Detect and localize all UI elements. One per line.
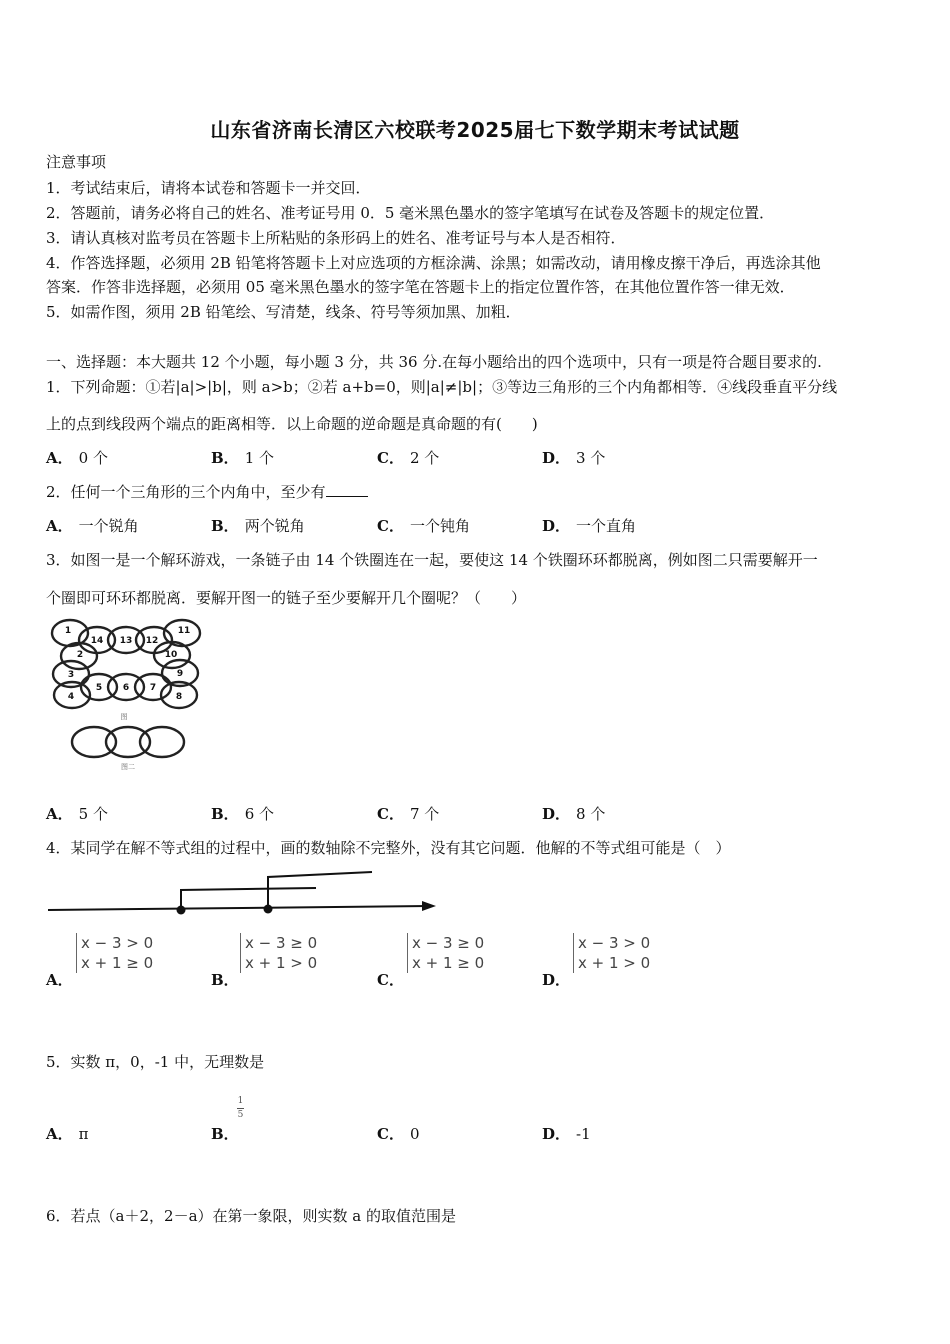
option-text: 0 个 xyxy=(78,449,108,467)
q3-option-c[interactable] xyxy=(377,804,439,824)
option-label: A． xyxy=(46,1125,73,1143)
q2-option-c[interactable] xyxy=(377,516,470,536)
inequality: x + 1 > 0 xyxy=(245,954,318,972)
option-text: 0 xyxy=(409,1125,420,1143)
option-label: A． xyxy=(46,971,73,989)
option-text: π xyxy=(78,1125,89,1143)
option-label: A． xyxy=(46,449,73,467)
inequality-system-b xyxy=(240,933,317,973)
ring-number: 8 xyxy=(175,692,183,702)
option-label: D． xyxy=(542,971,571,989)
option-label: D． xyxy=(542,517,571,535)
ring-number: 2 xyxy=(76,650,84,660)
q3-option-d[interactable] xyxy=(542,804,605,824)
answer-blank[interactable] xyxy=(326,482,368,497)
option-label: C． xyxy=(377,449,404,467)
option-label: B． xyxy=(211,517,239,535)
inequality-system-d xyxy=(573,933,650,973)
option-label: D． xyxy=(542,1125,571,1143)
q2-option-a[interactable] xyxy=(46,516,139,536)
note-item: 1．考试结束后，请将本试卷和答题卡一并交回． xyxy=(46,179,371,197)
q4-option-a[interactable] xyxy=(46,970,79,990)
ring-number: 4 xyxy=(67,692,75,702)
ring-number: 6 xyxy=(122,683,130,693)
option-text: 7 个 xyxy=(409,805,440,823)
ring-number: 13 xyxy=(119,636,133,646)
ring-number: 12 xyxy=(145,636,159,646)
option-label: B． xyxy=(211,1125,239,1143)
ring-number: 11 xyxy=(177,626,191,636)
figure-1-caption: 图 xyxy=(120,713,128,721)
ring-number: 10 xyxy=(164,650,178,660)
option-label: D． xyxy=(542,449,571,467)
inequality-system-c xyxy=(407,933,484,973)
inequality: x + 1 > 0 xyxy=(578,954,651,972)
fraction-denominator: 5 xyxy=(237,1110,244,1120)
question-1-text: 1．下列命题：①若|a|>|b|，则 a>b；②若 a+b=0，则|a|≠|b|；③等边三角形的三个内角都相等．④线段垂直平分线 xyxy=(46,378,838,396)
q4-option-b[interactable] xyxy=(211,970,245,990)
inequality-system-a xyxy=(76,933,153,973)
section-heading: 一、选择题：本大题共 12 个小题，每小题 3 分，共 36 分.在每小题给出的四个选项中，只有一项是符合题目要求的. xyxy=(46,353,822,371)
option-text: 一个锐角 xyxy=(78,517,139,535)
option-label: C． xyxy=(377,517,404,535)
option-text: 一个直角 xyxy=(576,517,637,535)
inequality: x − 3 ≥ 0 xyxy=(412,934,485,952)
q5-option-b[interactable] xyxy=(211,1124,245,1144)
q1-option-a[interactable] xyxy=(46,448,108,468)
note-item: 4．作答选择题，必须用 2B 铅笔将答题卡上对应选项的方框涂满、涂黑；如需改动，请用橡皮擦干净后，再选涂其他 xyxy=(46,254,821,272)
number-line-figure xyxy=(44,866,444,922)
inequality: x + 1 ≥ 0 xyxy=(412,954,485,972)
note-item: 答案．作答非选择题，必须用 05 毫米黑色墨水的签字笔在答题卡上的指定位置作答，在其他位置作答一律无效． xyxy=(46,278,795,296)
option-label: C． xyxy=(377,805,404,823)
option-label: B． xyxy=(211,449,239,467)
option-label: A． xyxy=(46,805,73,823)
page-title: 山东省济南长清区六校联考2025届七下数学期末考试试题 xyxy=(210,118,740,142)
note-item: 5．如需作图，须用 2B 铅笔绘、写清楚，线条、符号等须加黑、加粗． xyxy=(46,303,521,321)
note-item: 2．答题前，请务必将自己的姓名、准考证号用 0．5 毫米黑色墨水的签字笔填写在试卷及答题卡的规定位置． xyxy=(46,204,775,222)
q4-option-d[interactable] xyxy=(542,970,576,990)
option-label: C． xyxy=(377,971,404,989)
q2-option-d[interactable] xyxy=(542,516,636,536)
inequality: x − 3 > 0 xyxy=(578,934,651,952)
option-text: 一个钝角 xyxy=(409,517,470,535)
option-text: 3 个 xyxy=(576,449,606,467)
question-3-text-cont: 个圈即可环环都脱离．要解开图一的链子至少要解开几个圈呢？（ ） xyxy=(46,589,527,607)
question-2-prompt: 2．任何一个三角形的三个内角中，至少有 xyxy=(46,483,326,501)
note-item: 3．请认真核对监考员在答题卡上所粘贴的条形码上的姓名、准考证号与本人是否相符． xyxy=(46,229,626,247)
q2-option-b[interactable] xyxy=(211,516,305,536)
q4-option-c[interactable] xyxy=(377,970,410,990)
ring-number: 1 xyxy=(64,626,72,636)
option-text: 6 个 xyxy=(244,805,274,823)
fraction-numerator: 1 xyxy=(237,1096,244,1106)
q1-option-b[interactable] xyxy=(211,448,274,468)
q1-option-d[interactable] xyxy=(542,448,605,468)
ring-number: 5 xyxy=(95,683,103,693)
option-text: -1 xyxy=(576,1125,591,1143)
q5-option-d[interactable] xyxy=(542,1124,591,1144)
option-text: 5 个 xyxy=(78,805,108,823)
fraction-one-fifth xyxy=(237,1096,244,1121)
question-4-text: 4．某同学在解不等式组的过程中，画的数轴除不完整外，没有其它问题．他解的不等式组可能是（ ） xyxy=(46,839,731,857)
figure-2-caption: 图二 xyxy=(121,763,135,771)
chain-rings-figure xyxy=(44,616,214,774)
question-2-text xyxy=(46,482,368,502)
option-label: A． xyxy=(46,517,73,535)
option-text: 2 个 xyxy=(409,449,440,467)
option-label: C． xyxy=(377,1125,404,1143)
q1-option-c[interactable] xyxy=(377,448,439,468)
question-5-text: 5．实数 π，0，-1 中，无理数是 xyxy=(46,1053,265,1071)
option-label: D． xyxy=(542,805,571,823)
fraction-bar xyxy=(237,1108,244,1109)
question-3-text: 3．如图一是一个解环游戏，一条链子由 14 个铁圈连在一起，要使这 14 个铁圈环环都脱离，例如图二只需要解开一 xyxy=(46,551,818,569)
ring-number: 9 xyxy=(176,669,184,679)
ring-number: 14 xyxy=(90,636,104,646)
question-1-text-cont: 上的点到线段两个端点的距离相等．以上命题的逆命题是真命题的有( ) xyxy=(46,415,538,433)
inequality: x − 3 ≥ 0 xyxy=(245,934,318,952)
option-text: 两个锐角 xyxy=(244,517,305,535)
option-label: B． xyxy=(211,805,239,823)
inequality: x − 3 > 0 xyxy=(81,934,154,952)
notes-heading: 注意事项 xyxy=(46,153,107,171)
option-text: 1 个 xyxy=(244,449,274,467)
option-text: 8 个 xyxy=(576,805,606,823)
ring-number: 7 xyxy=(149,683,157,693)
q5-option-a[interactable] xyxy=(46,1124,89,1144)
ring-number: 3 xyxy=(67,670,75,680)
inequality: x + 1 ≥ 0 xyxy=(81,954,154,972)
q3-option-a[interactable] xyxy=(46,804,108,824)
q3-option-b[interactable] xyxy=(211,804,274,824)
option-label: B． xyxy=(211,971,239,989)
q5-option-c[interactable] xyxy=(377,1124,420,1144)
question-6-text: 6．若点（a＋2，2－a）在第一象限，则实数 a 的取值范围是 xyxy=(46,1207,456,1225)
